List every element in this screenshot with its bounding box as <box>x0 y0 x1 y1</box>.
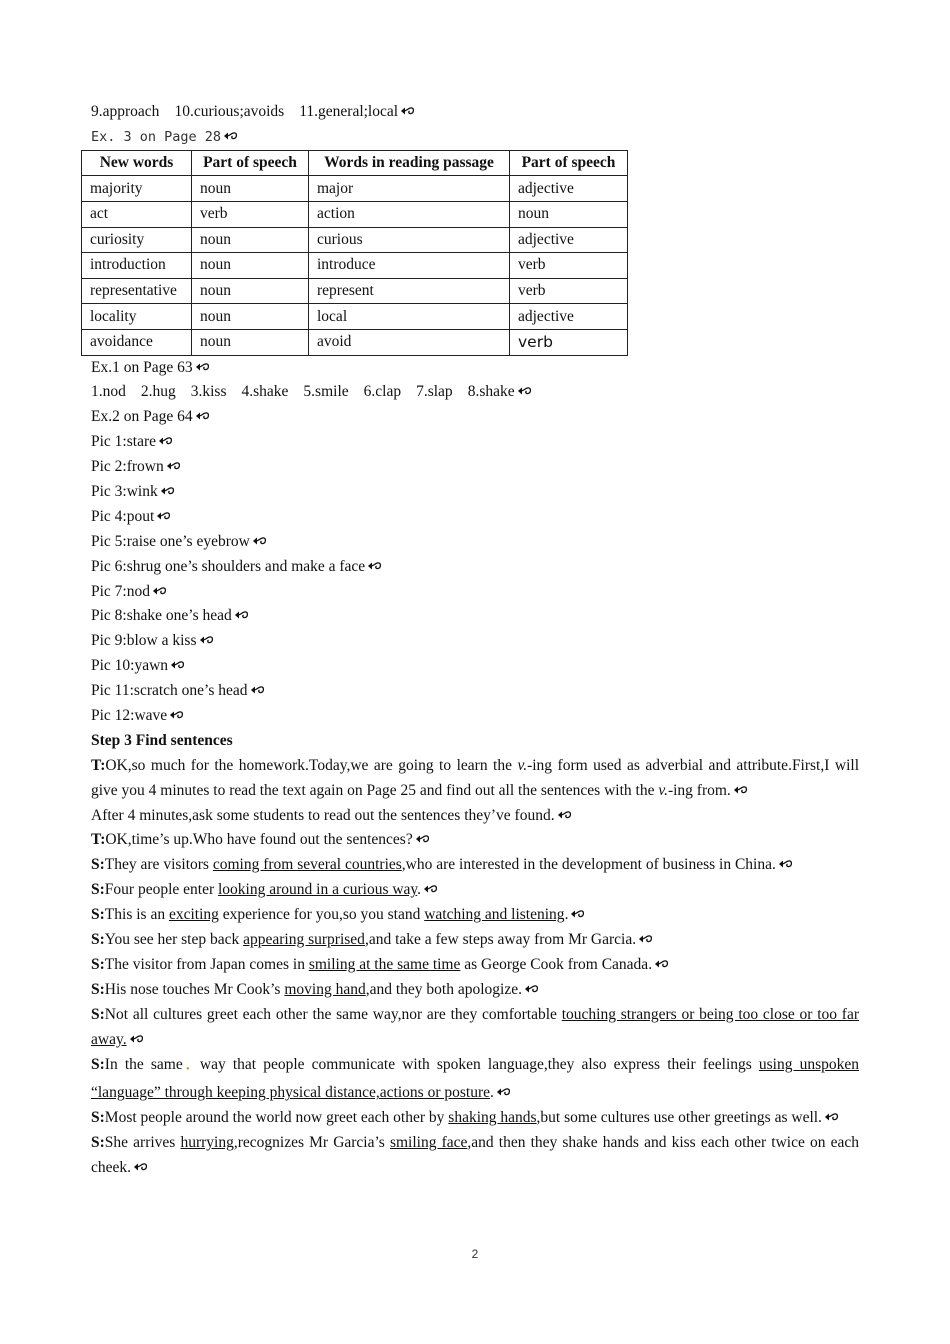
pic-line <box>91 455 859 480</box>
underlined-phrase: looking around in a curious way <box>218 881 418 899</box>
table-row <box>82 201 628 227</box>
speaker-t: T: <box>91 756 106 774</box>
text: ,and then they shake hands and kiss each other twice on each cheek. <box>91 1134 859 1177</box>
paragraph-mark-icon <box>637 933 653 945</box>
ex1-heading-line <box>91 356 859 381</box>
paragraph-mark-icon <box>523 983 539 995</box>
table-cell: curiosity <box>82 227 192 253</box>
pic-line <box>91 430 859 455</box>
paragraph-mark-icon <box>732 784 748 796</box>
table-cell: adjective <box>510 227 628 253</box>
pic-answer: Pic 11:scratch one’s head <box>91 682 248 700</box>
teacher-line-2 <box>91 828 859 853</box>
table-cell: representative <box>82 278 192 304</box>
student-sentence-10 <box>91 1131 859 1181</box>
text: . <box>564 906 569 924</box>
table-header: Part of speech <box>192 150 309 176</box>
text: -ing form used as adverbial and attribute.First,I will give you 4 minutes to read the text again on Page 25 and find out all the sentences with the <box>91 756 859 799</box>
text: They are visitors <box>104 856 213 874</box>
paragraph-mark-icon <box>222 130 238 142</box>
pic-answer: Pic 3:wink <box>91 482 158 500</box>
text: After 4 minutes,ask some students to read out the sentences they’ve found. <box>91 806 555 824</box>
paragraph-mark-icon <box>155 510 171 522</box>
paragraph-mark-icon <box>233 609 249 621</box>
student-sentence-3 <box>91 903 859 928</box>
word-table <box>81 150 628 356</box>
table-row <box>82 227 628 253</box>
pic-line <box>91 580 859 605</box>
table-cell: noun <box>510 201 628 227</box>
table-cell: noun <box>192 329 309 355</box>
speaker-t: T: <box>91 831 106 849</box>
pic-answer: Pic 8:shake one’s head <box>91 607 232 625</box>
dot-mark: ● <box>182 1065 193 1072</box>
underlined-phrase: appearing surprised <box>243 931 365 949</box>
paragraph-mark-icon <box>168 709 184 721</box>
pic-line <box>91 704 859 729</box>
underlined-phrase: touching strangers or being too close or too far away. <box>91 1005 859 1048</box>
table-cell: verb <box>510 253 628 279</box>
text: ,and they both apologize. <box>365 980 522 998</box>
student-sentence-1 <box>91 853 859 878</box>
table-row <box>82 304 628 330</box>
paragraph-mark-icon <box>777 858 793 870</box>
ex2-heading: Ex.2 on Page 64 <box>91 408 193 426</box>
table-cell: local <box>309 304 510 330</box>
table-cell: noun <box>192 176 309 202</box>
table-cell: verb <box>510 278 628 304</box>
pic-answer: Pic 12:wave <box>91 707 168 724</box>
table-cell: avoid <box>309 329 510 355</box>
speaker-s: S: <box>91 856 105 874</box>
paragraph-mark-icon <box>194 361 210 373</box>
underlined-phrase: smiling face <box>389 1134 468 1152</box>
paragraph-mark-icon <box>516 385 532 397</box>
speaker-s: S: <box>91 1005 105 1023</box>
table-cell: noun <box>192 278 309 304</box>
paragraph-mark-icon <box>157 435 173 447</box>
ex1-answer: 8.shake <box>467 383 515 401</box>
text: She arrives <box>104 1134 181 1152</box>
table-row <box>82 176 628 202</box>
pic-answer: Pic 6:shrug one’s shoulders and make a face <box>91 557 366 575</box>
text: Not all cultures greet each other the same way,nor are they comfortable <box>104 1005 562 1023</box>
table-row <box>82 253 628 279</box>
speaker-s: S: <box>91 980 105 998</box>
student-sentence-9 <box>91 1106 859 1131</box>
ex2-heading-line <box>91 405 859 430</box>
table-header-row <box>82 150 628 176</box>
student-sentence-4 <box>91 928 859 953</box>
pic-answer: Pic 9:blow a kiss <box>91 632 197 650</box>
ex1-answers-line <box>91 380 859 405</box>
pic-answer: Pic 10:yawn <box>91 657 169 675</box>
page-number: 2 <box>471 1247 479 1261</box>
paragraph-mark-icon <box>366 560 382 572</box>
table-cell: verb <box>510 329 628 355</box>
pic-answer: Pic 7:nod <box>91 582 150 600</box>
table-header: New words <box>82 150 192 176</box>
table-cell: act <box>82 201 192 227</box>
student-sentence-7 <box>91 1003 859 1053</box>
underlined-phrase: coming from several countries <box>212 856 402 874</box>
ex1-answer: 5.smile <box>303 383 349 401</box>
pic-line <box>91 604 859 629</box>
answer-10: 10.curious;avoids <box>174 103 285 120</box>
pic-line <box>91 654 859 679</box>
paragraph-mark-icon <box>159 485 175 497</box>
paragraph-mark-icon <box>653 958 669 970</box>
text: Four people enter <box>104 881 218 899</box>
speaker-s: S: <box>91 1055 105 1073</box>
answer-11: 11.general;local <box>299 103 399 120</box>
paragraph-mark-icon <box>251 535 267 547</box>
table-cell: verb <box>192 201 309 227</box>
text: -ing from. <box>667 781 731 799</box>
speaker-s: S: <box>91 931 105 949</box>
text: . <box>490 1084 494 1102</box>
table-cell: introduction <box>82 253 192 279</box>
paragraph-mark-icon <box>198 634 214 646</box>
text: The visitor from Japan comes in <box>104 955 309 973</box>
text: . <box>417 881 422 899</box>
paragraph-mark-icon <box>399 105 415 117</box>
student-sentence-8 <box>91 1053 859 1107</box>
table-cell: represent <box>309 278 510 304</box>
ex1-answer: 3.kiss <box>190 383 227 401</box>
table-cell: major <box>309 176 510 202</box>
pic-answer: Pic 1:stare <box>91 433 156 451</box>
student-sentence-5 <box>91 953 859 978</box>
student-sentence-2 <box>91 878 859 903</box>
table-cell: action <box>309 201 510 227</box>
text: His nose touches Mr Cook’s <box>104 980 285 998</box>
teacher-paragraph-1 <box>91 754 859 804</box>
speaker-s: S: <box>91 881 105 899</box>
table-cell: adjective <box>510 176 628 202</box>
answer-9: 9.approach <box>91 103 160 120</box>
table-cell: locality <box>82 304 192 330</box>
paragraph-mark-icon <box>249 684 265 696</box>
document-page <box>91 100 859 1181</box>
paragraph-mark-icon <box>194 410 210 422</box>
table-row <box>82 278 628 304</box>
ex1-heading: Ex.1 on Page 63 <box>91 358 193 376</box>
underlined-phrase: smiling at the same time <box>308 955 461 973</box>
table-header: Part of speech <box>510 150 628 176</box>
pic-answer: Pic 4:pout <box>91 507 155 525</box>
student-sentence-6 <box>91 978 859 1003</box>
table-cell: adjective <box>510 304 628 330</box>
underlined-phrase: shaking hands <box>448 1109 537 1127</box>
pic-line <box>91 629 859 654</box>
speaker-s: S: <box>91 955 105 973</box>
speaker-s: S: <box>91 906 105 924</box>
paragraph-mark-icon <box>165 460 181 472</box>
table-cell: majority <box>82 176 192 202</box>
underlined-phrase: moving hand <box>284 980 366 998</box>
text: ,and take a few steps away from Mr Garcia. <box>364 931 637 949</box>
table-cell: noun <box>192 253 309 279</box>
text: Most people around the world now greet each other by <box>104 1109 449 1127</box>
paragraph-mark-icon <box>569 908 585 920</box>
underlined-phrase: watching and listening <box>424 906 565 924</box>
paragraph-mark-icon <box>151 585 167 597</box>
text: experience for you,so you stand <box>218 906 425 924</box>
ex1-answer: 4.shake <box>241 383 289 401</box>
step3-heading: Step 3 Find sentences <box>91 731 233 749</box>
paragraph-mark-icon <box>169 659 185 671</box>
answers-line <box>91 100 859 125</box>
ex1-answer: 6.clap <box>363 383 402 401</box>
text: ,who are interested in the development of business in China. <box>401 856 776 874</box>
paragraph-mark-icon <box>495 1086 511 1098</box>
underlined-phrase: exciting <box>168 906 219 924</box>
table-cell: curious <box>309 227 510 253</box>
paragraph-mark-icon <box>422 883 438 895</box>
pic-line <box>91 530 859 555</box>
pic-line <box>91 555 859 580</box>
pic-answer: Pic 5:raise one’s eyebrow <box>91 532 250 550</box>
text: In the same <box>104 1055 183 1073</box>
ex3-heading-line <box>91 125 859 150</box>
pic-answer: Pic 2:frown <box>91 458 164 476</box>
text: way that people communicate with spoken language,they also express their feelings <box>192 1055 759 1073</box>
speaker-s: S: <box>91 1134 105 1152</box>
text: OK,time’s up.Who have found out the sentences? <box>105 831 413 849</box>
table-header: Words in reading passage <box>309 150 510 176</box>
ex1-answer: 7.slap <box>416 383 453 401</box>
paragraph-mark-icon <box>132 1161 148 1173</box>
speaker-s: S: <box>91 1109 105 1127</box>
table-cell: avoidance <box>82 329 192 355</box>
text: OK,so much for the homework.Today,we are going to learn the <box>105 756 518 774</box>
instruction-line <box>91 804 859 829</box>
paragraph-mark-icon <box>823 1111 839 1123</box>
text: This is an <box>104 906 169 924</box>
table-cell: introduce <box>309 253 510 279</box>
ex3-heading: Ex. 3 on Page 28 <box>91 128 222 145</box>
table-cell: noun <box>192 227 309 253</box>
table-row <box>82 329 628 355</box>
underlined-phrase: hurrying <box>180 1134 234 1152</box>
text: ,but some cultures use other greetings as well. <box>536 1109 822 1127</box>
text: v. <box>517 756 528 774</box>
paragraph-mark-icon <box>556 809 572 821</box>
text: ,recognizes Mr Garcia’s <box>233 1134 390 1152</box>
ex1-answer: 1.nod <box>91 383 126 401</box>
paragraph-mark-icon <box>128 1033 144 1045</box>
pic-line <box>91 679 859 704</box>
pic-line <box>91 505 859 530</box>
table-cell: noun <box>192 304 309 330</box>
text: as George Cook from Canada. <box>460 955 653 973</box>
underlined-phrase: using unspoken “language” through keeping physical distance,actions or posture <box>91 1055 859 1102</box>
ex1-answer: 2.hug <box>140 383 176 401</box>
text: v. <box>658 781 668 799</box>
pic-line <box>91 480 859 505</box>
text: You see her step back <box>104 931 244 949</box>
paragraph-mark-icon <box>414 833 430 845</box>
